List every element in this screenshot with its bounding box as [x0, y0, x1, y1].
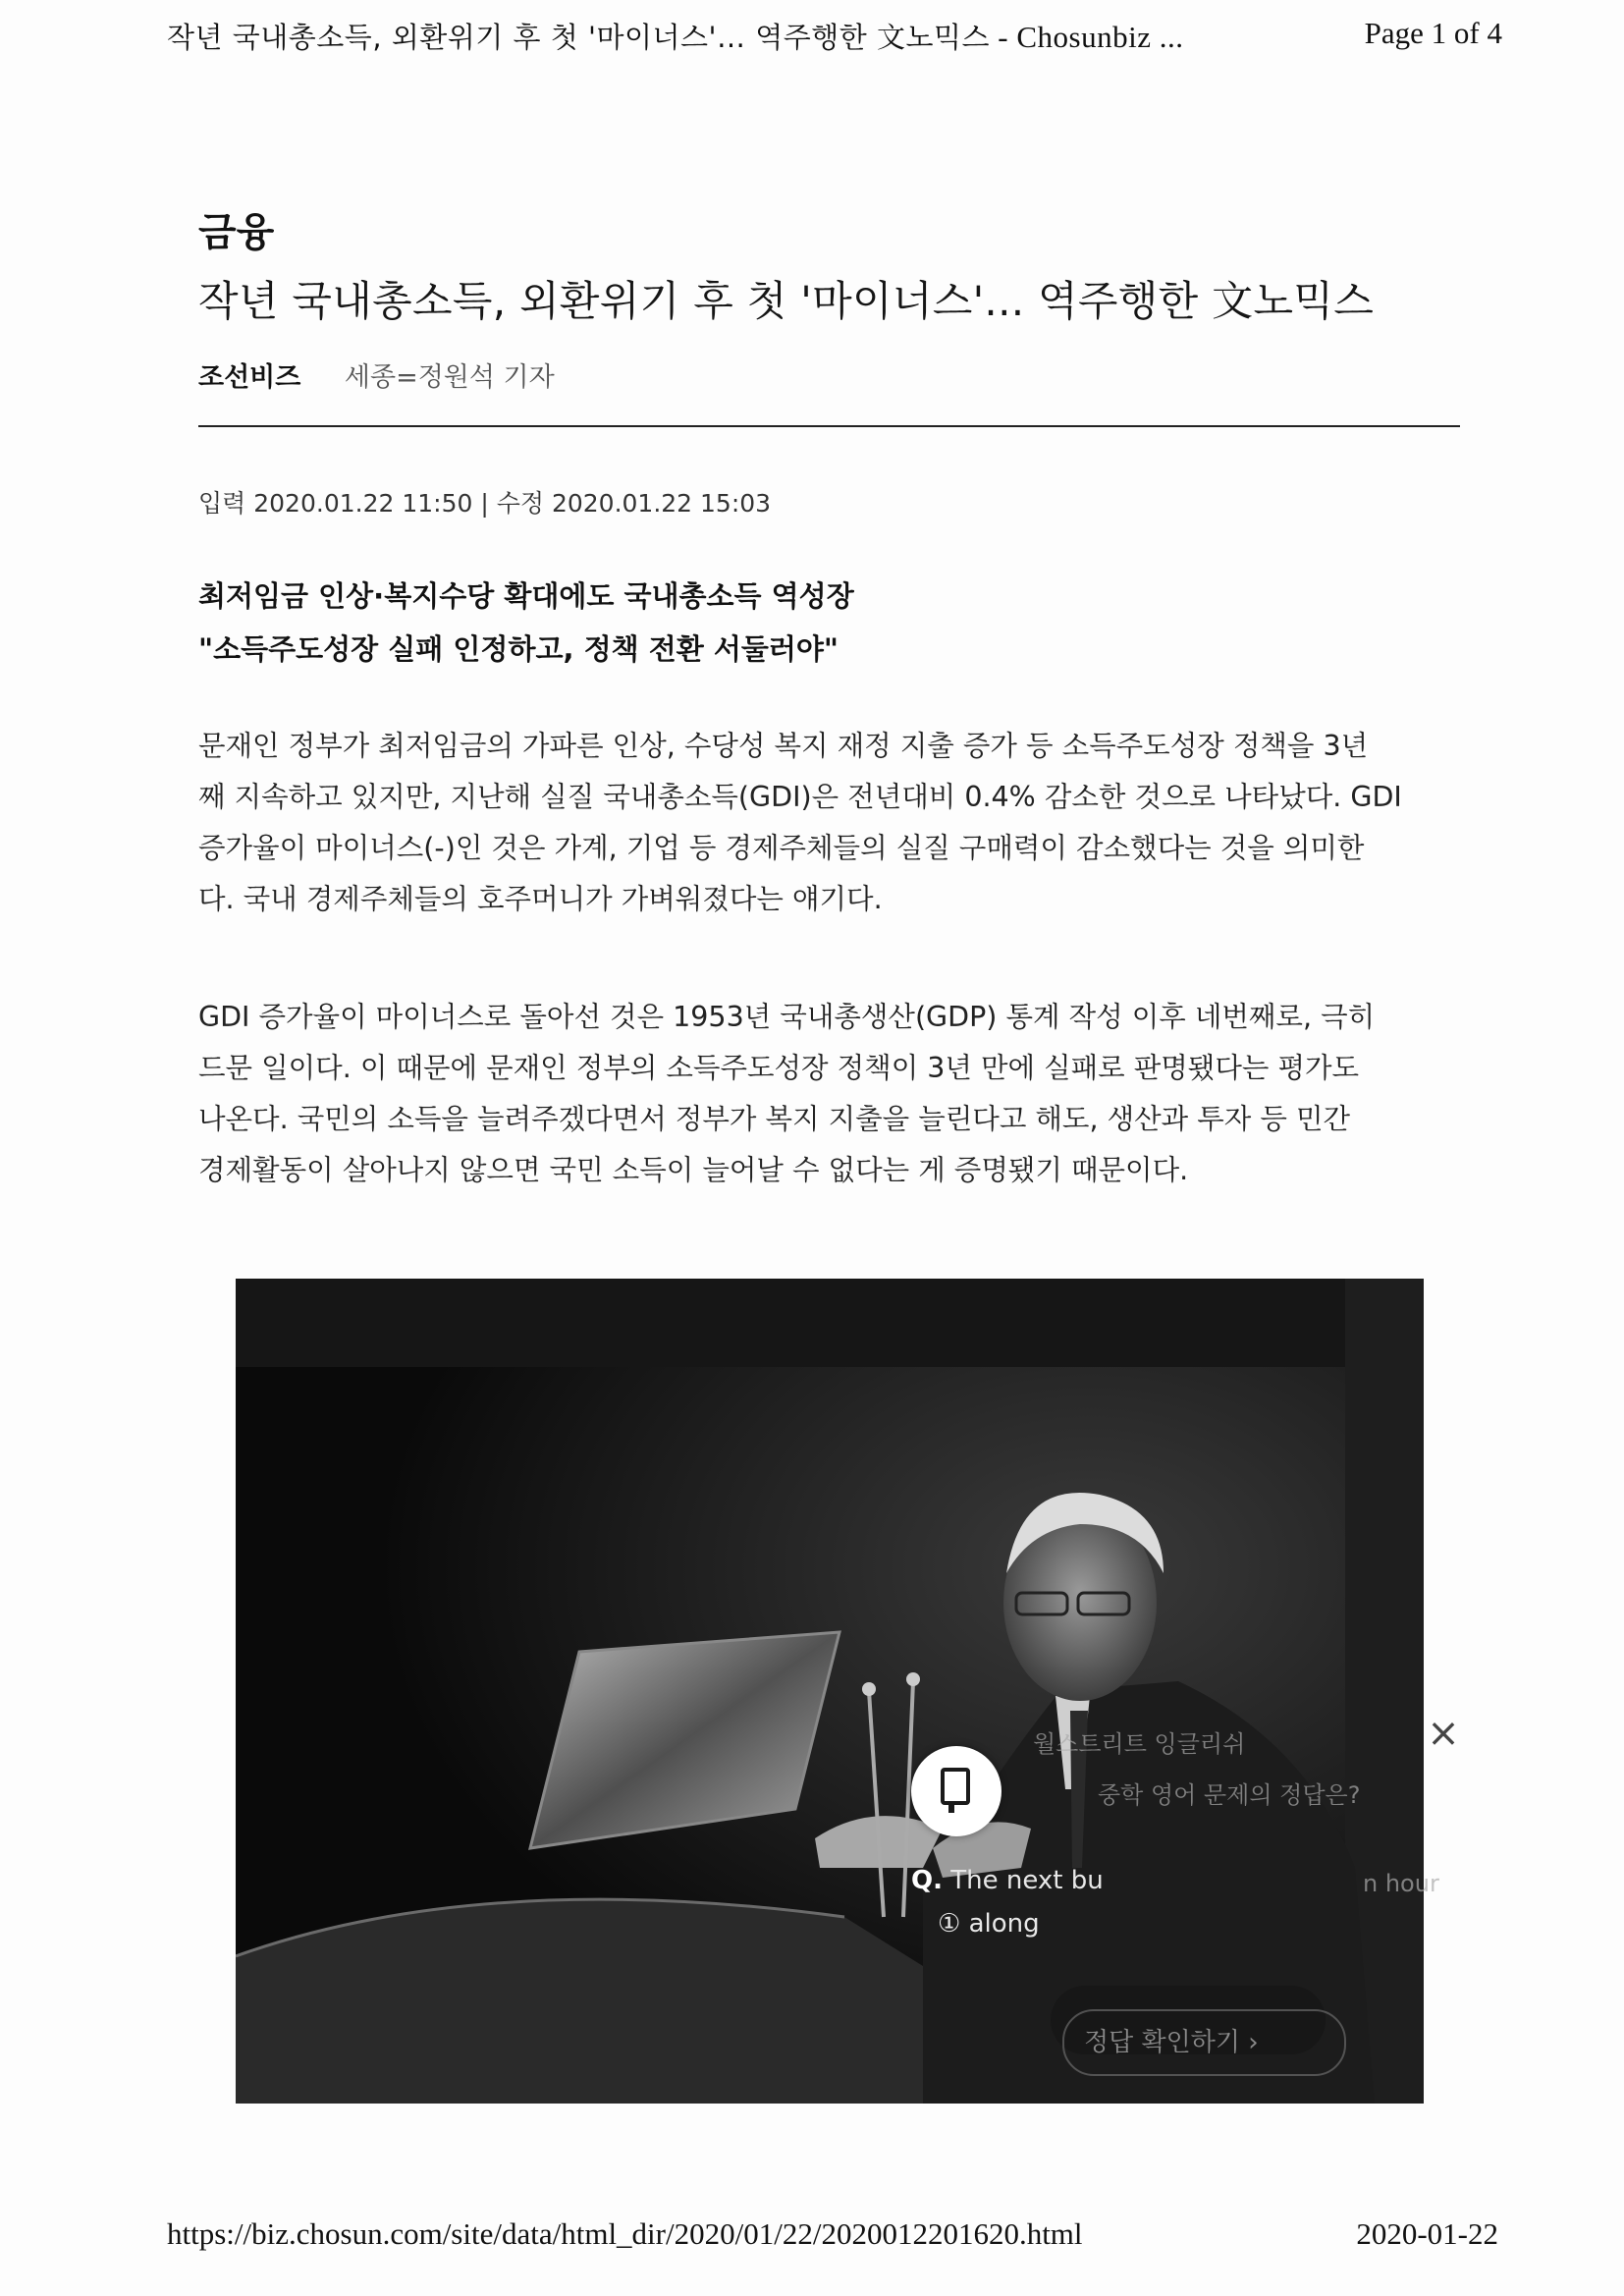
paragraph-line: 째 지속하고 있지만, 지난해 실질 국내총소득(GDI)은 전년대비 0.4% 감소한 것으로 나타났다. GDI	[198, 781, 1402, 813]
quiz-question: Q. The next bu	[911, 1866, 1104, 1895]
article-subheads	[198, 570, 854, 676]
print-header	[167, 16, 1502, 65]
article-paragraph-1	[198, 721, 1460, 925]
print-footer-date: 2020-01-22	[1356, 2216, 1498, 2251]
ad-faded-question-tail: n hour	[1363, 1870, 1439, 1897]
article-paragraph-2	[198, 992, 1460, 1196]
article-photo	[236, 1279, 1424, 2104]
headline-divider	[198, 425, 1460, 427]
reporter-name: 세종=정원석 기자	[344, 362, 555, 393]
quiz-bubble-button[interactable]	[911, 1746, 1001, 1836]
subhead-line: 최저임금 인상·복지수당 확대에도 국내총소득 역성장	[198, 579, 854, 613]
paragraph-line: 증가율이 마이너스(-)인 것은 가계, 기업 등 경제주체들의 실질 구매력이 감소했다는 것을 의미한	[198, 832, 1365, 864]
quiz-option[interactable]: ① along	[938, 1909, 1040, 1939]
paragraph-line: 경제활동이 살아나지 않으면 국민 소득이 늘어날 수 없다는 게 증명됐기 때문이다.	[198, 1154, 1189, 1186]
ad-faded-brand: 월스트리트 잉글리쉬	[1033, 1730, 1246, 1758]
podium	[236, 1899, 923, 2104]
paragraph-line: GDI 증가율이 마이너스로 돌아선 것은 1953년 국내총생산(GDP) 통계 작성 이후 네번째로, 극히	[198, 1001, 1376, 1033]
check-answer-button[interactable]: 정답 확인하기 ›	[1062, 2009, 1346, 2076]
print-page-number: Page 1 of 4	[1364, 16, 1502, 50]
paragraph-line: 나온다. 국민의 소득을 늘려주겠다면서 정부가 복지 지출을 늘린다고 해도, 생산과 투자 등 민간	[198, 1103, 1351, 1135]
article-headline: 작년 국내총소득, 외환위기 후 첫 '마이너스'... 역주행한 文노믹스	[198, 277, 1375, 325]
publish-dates: 입력 2020.01.22 11:50 | 수정 2020.01.22 15:03	[198, 489, 772, 518]
paragraph-line: 드문 일이다. 이 때문에 문재인 정부의 소득주도성장 정책이 3년 만에 실패로 판명됐다는 평가도	[198, 1052, 1360, 1084]
print-footer-url: https://biz.chosun.com/site/data/html_dir/2020/01/22/2020012201620.html	[167, 2216, 1083, 2251]
ad-faded-question: 중학 영어 문제의 정답은?	[1098, 1781, 1361, 1809]
print-page-title: 작년 국내총소득, 외환위기 후 첫 '마이너스'… 역주행한 文노믹스 - Chosunbiz ...	[167, 20, 1184, 54]
outlet-name[interactable]: 조선비즈	[198, 362, 301, 393]
paragraph-line: 문재인 정부가 최저임금의 가파른 인상, 수당성 복지 재정 지출 증가 등 소득주도성장 정책을 3년	[198, 730, 1369, 762]
photo-illustration	[236, 1279, 1424, 2104]
subhead-line: "소득주도성장 실패 인정하고, 정책 전환 서둘러야"	[198, 632, 839, 666]
close-icon[interactable]: ×	[1427, 1711, 1460, 1756]
byline	[198, 355, 555, 394]
speech-bubble-icon	[941, 1768, 970, 1805]
paragraph-line: 다. 국내 경제주체들의 호주머니가 가벼워졌다는 얘기다.	[198, 883, 883, 915]
section-label[interactable]: 금융	[198, 210, 275, 255]
